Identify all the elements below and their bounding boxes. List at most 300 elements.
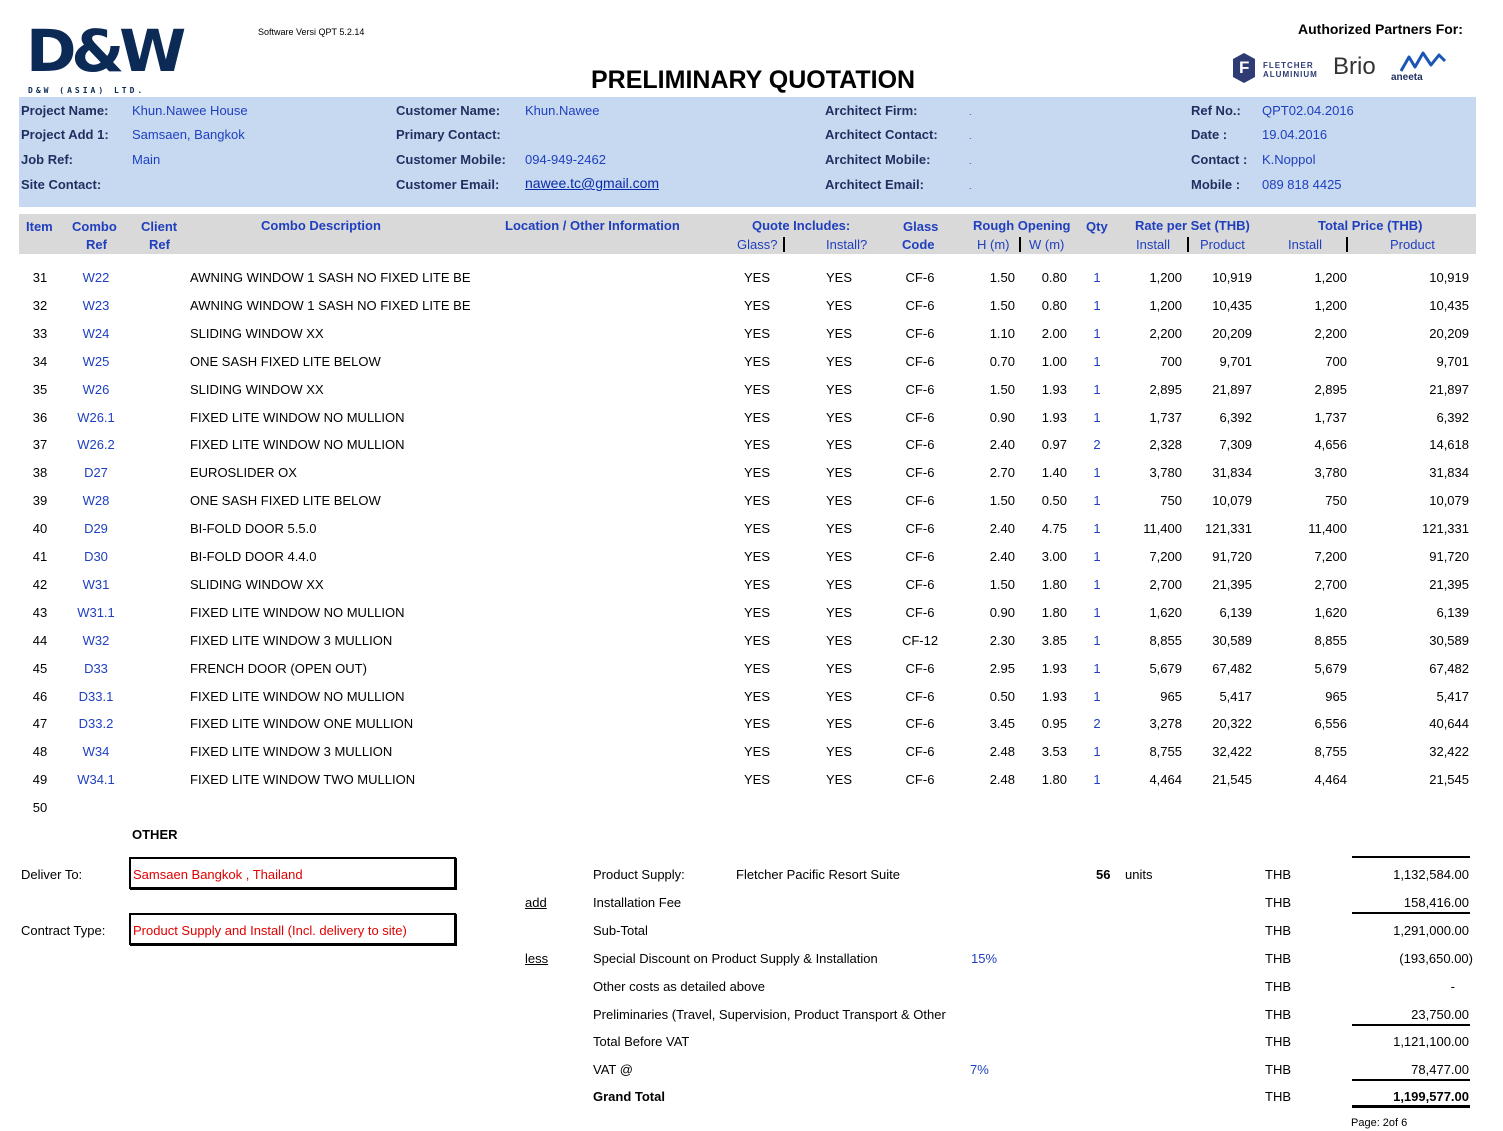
site-contact-label: Site Contact: — [21, 177, 102, 192]
row-description: BI-FOLD DOOR 4.4.0 — [190, 549, 317, 564]
row-height: 0.90 — [989, 409, 1015, 425]
row-description: EUROSLIDER OX — [190, 465, 297, 481]
row-glass: YES — [743, 325, 770, 341]
aneeta-logo-text: aneeta — [1391, 72, 1423, 83]
row-glass: YES — [743, 493, 770, 509]
currency: THB — [1265, 1089, 1291, 1104]
table-row — [0, 689, 1503, 717]
company-logo-mark: D&W — [26, 17, 182, 85]
row-total-product: 20,209 — [1429, 325, 1469, 341]
row-total-product: 10,919 — [1429, 270, 1469, 285]
row-glass-code: CF-6 — [905, 660, 935, 676]
row-qty: 1 — [1093, 604, 1101, 620]
row-glass-code: CF-6 — [905, 493, 935, 509]
row-height: 2.48 — [989, 744, 1015, 760]
row-item: 49 — [32, 772, 48, 788]
currency: THB — [1265, 951, 1291, 966]
row-install: YES — [825, 297, 852, 313]
row-width: 1.80 — [1041, 772, 1067, 788]
row-rate-install: 1,200 — [1149, 297, 1182, 313]
row-item: 39 — [32, 493, 48, 509]
customer-name-label: Customer Name: — [396, 103, 501, 118]
row-glass-code: CF-6 — [905, 549, 935, 564]
currency: THB — [1265, 895, 1291, 910]
fletcher-logo-text: FLETCHER ALUMINIUM — [1263, 61, 1318, 79]
col-install-q: Install? — [826, 237, 868, 252]
row-rate-install: 750 — [1160, 493, 1182, 509]
product-supply-label: Product Supply: — [593, 867, 685, 882]
row-height: 2.40 — [989, 437, 1015, 453]
row-rate-product: 31,834 — [1212, 465, 1252, 481]
contract-type-label: Contract Type: — [21, 923, 106, 938]
row-rate-product: 32,422 — [1212, 744, 1252, 760]
row-glass-code: CF-6 — [905, 297, 935, 313]
row-description: AWNING WINDOW 1 SASH NO FIXED LITE BE — [190, 270, 471, 285]
job-ref-label: Job Ref: — [21, 152, 73, 167]
architect-contact-label: Architect Contact: — [825, 127, 938, 142]
row-width: 1.93 — [1041, 660, 1067, 676]
col-qty: Qty — [1086, 219, 1108, 234]
row-combo-ref: W23 — [82, 297, 110, 313]
row-rate-install: 965 — [1160, 688, 1182, 704]
row-rate-install: 4,464 — [1149, 772, 1182, 788]
row-total-install: 8,855 — [1314, 632, 1347, 648]
row-install: YES — [825, 716, 852, 732]
row-total-product: 5,417 — [1436, 688, 1469, 704]
row-rate-install: 2,328 — [1149, 437, 1182, 453]
row-total-install: 3,780 — [1314, 465, 1347, 481]
summary-rule — [1352, 856, 1470, 858]
customer-mobile-value: 094-949-2462 — [525, 152, 606, 167]
row-combo-ref: W34 — [82, 744, 110, 760]
row-height: 0.90 — [989, 604, 1015, 620]
col-rough-opening: Rough Opening — [973, 218, 1071, 233]
row-item: 34 — [32, 353, 48, 369]
document-title: PRELIMINARY QUOTATION — [591, 66, 916, 94]
row-total-product: 14,618 — [1429, 437, 1469, 453]
discount-amount: (193,650.00) — [1399, 951, 1473, 966]
row-install: YES — [825, 549, 852, 564]
table-row — [0, 772, 1503, 800]
contract-type-field[interactable] — [129, 913, 456, 945]
row-item: 48 — [32, 744, 48, 760]
contract-type-value: Product Supply and Install (Incl. delivery to site) — [133, 923, 407, 938]
row-combo-ref: W31.1 — [77, 604, 115, 620]
row-width: 3.00 — [1041, 549, 1067, 564]
row-width: 1.00 — [1041, 353, 1067, 369]
row-height: 2.48 — [989, 772, 1015, 788]
row-description: BI-FOLD DOOR 5.5.0 — [190, 521, 317, 537]
table-row — [0, 633, 1503, 661]
deliver-to-field[interactable] — [129, 857, 456, 889]
currency: THB — [1265, 1062, 1291, 1077]
product-supply-amount: 1,132,584.00 — [1393, 867, 1469, 882]
col-description: Combo Description — [261, 218, 381, 233]
row-glass: YES — [743, 270, 770, 285]
row-height: 1.50 — [989, 576, 1015, 592]
row-item: 31 — [32, 270, 48, 285]
row-qty: 1 — [1093, 465, 1101, 481]
row-install: YES — [825, 381, 852, 397]
row-combo-ref: D33.1 — [78, 688, 114, 704]
row-total-install: 5,679 — [1314, 660, 1347, 676]
before-vat-amount: 1,121,100.00 — [1393, 1034, 1469, 1049]
row-install: YES — [825, 604, 852, 620]
row-rate-install: 1,737 — [1149, 409, 1182, 425]
project-name-label: Project Name: — [21, 103, 109, 118]
row-height: 1.50 — [989, 381, 1015, 397]
row-glass: YES — [743, 632, 770, 648]
row-rate-product: 20,322 — [1212, 716, 1252, 732]
row-height: 1.50 — [989, 270, 1015, 285]
row-glass-code: CF-6 — [905, 772, 935, 788]
row-description: ONE SASH FIXED LITE BELOW — [190, 493, 381, 509]
row-rate-product: 6,139 — [1219, 604, 1252, 620]
row-qty: 1 — [1093, 632, 1101, 648]
row-rate-product: 67,482 — [1212, 660, 1252, 676]
row-total-product: 67,482 — [1429, 660, 1469, 676]
row-item: 42 — [32, 576, 48, 592]
software-version: Software Versi QPT 5.2.14 — [258, 27, 365, 37]
row-width: 0.80 — [1041, 270, 1067, 285]
row-width: 3.53 — [1041, 744, 1067, 760]
row-glass-code: CF-6 — [905, 576, 935, 592]
architect-contact-value: . — [969, 131, 972, 141]
row-rate-product: 30,589 — [1212, 632, 1252, 648]
summary-rule — [1352, 912, 1470, 914]
row-glass: YES — [743, 604, 770, 620]
row-qty: 1 — [1093, 270, 1101, 285]
row-rate-product: 121,331 — [1205, 521, 1252, 537]
row-qty: 1 — [1093, 576, 1101, 592]
row-description: SLIDING WINDOW XX — [190, 576, 324, 592]
row-combo-ref: W22 — [82, 270, 110, 285]
row-total-product: 21,545 — [1429, 772, 1469, 788]
table-row — [0, 437, 1503, 465]
row-combo-ref: D33.2 — [78, 716, 114, 732]
currency: THB — [1265, 1007, 1291, 1022]
row-total-install: 8,755 — [1314, 744, 1347, 760]
other-costs-amount: - — [1450, 979, 1455, 994]
row-height: 2.40 — [989, 521, 1015, 537]
row-item: 50 — [32, 800, 48, 816]
fletcher-logo-icon — [1233, 53, 1255, 83]
discount-percent: 15% — [971, 951, 998, 966]
row-install: YES — [825, 353, 852, 369]
row-description: FIXED LITE WINDOW NO MULLION — [190, 688, 405, 704]
col-total-product: Product — [1390, 237, 1435, 252]
row-qty: 1 — [1093, 688, 1101, 704]
row-glass-code: CF-6 — [905, 604, 935, 620]
architect-email-value: . — [969, 181, 972, 191]
row-glass: YES — [743, 353, 770, 369]
row-rate-product: 21,395 — [1212, 576, 1252, 592]
row-rate-product: 91,720 — [1212, 549, 1252, 564]
row-total-install: 4,656 — [1314, 437, 1347, 453]
row-glass-code: CF-6 — [905, 325, 935, 341]
row-width: 2.00 — [1041, 325, 1067, 341]
row-total-product: 10,079 — [1429, 493, 1469, 509]
vat-percent: 7% — [970, 1062, 989, 1077]
row-rate-install: 2,200 — [1149, 325, 1182, 341]
row-total-install: 11,400 — [1308, 521, 1347, 537]
row-item: 36 — [32, 409, 48, 425]
currency: THB — [1265, 1034, 1291, 1049]
row-total-install: 7,200 — [1314, 549, 1347, 564]
row-combo-ref: W26.1 — [77, 409, 115, 425]
row-total-install: 965 — [1325, 688, 1347, 704]
row-qty: 1 — [1093, 297, 1101, 313]
col-w: W (m) — [1029, 237, 1065, 252]
row-qty: 1 — [1093, 521, 1101, 537]
row-total-install: 750 — [1325, 493, 1347, 509]
company-logo-subtitle: D&W (ASIA) LTD. — [28, 86, 146, 95]
row-combo-ref: W28 — [82, 493, 110, 509]
table-row — [0, 382, 1503, 410]
header-divider — [783, 237, 785, 252]
row-install: YES — [825, 688, 852, 704]
row-install: YES — [825, 270, 852, 285]
row-glass-code: CF-6 — [905, 688, 935, 704]
row-total-install: 2,200 — [1314, 325, 1347, 341]
row-combo-ref: D30 — [84, 549, 108, 564]
project-add-label: Project Add 1: — [21, 127, 109, 142]
row-item: 38 — [32, 465, 48, 481]
row-description: FIXED LITE WINDOW TWO MULLION — [190, 772, 416, 788]
company-logo — [26, 17, 182, 98]
col-quote-includes: Quote Includes: — [752, 218, 851, 233]
row-rate-product: 10,919 — [1212, 270, 1252, 285]
row-combo-ref: D33 — [84, 660, 108, 676]
currency: THB — [1265, 979, 1291, 994]
row-glass: YES — [743, 660, 770, 676]
table-row — [0, 354, 1503, 382]
row-item: 46 — [32, 688, 48, 704]
row-glass: YES — [743, 521, 770, 537]
row-item: 35 — [32, 381, 48, 397]
row-rate-product: 9,701 — [1219, 353, 1252, 369]
row-qty: 1 — [1093, 549, 1101, 564]
col-combo-ref: Ref — [86, 237, 107, 252]
row-item: 32 — [32, 297, 48, 313]
col-h: H (m) — [977, 237, 1010, 252]
architect-firm-value: . — [969, 107, 972, 117]
row-combo-ref: W26.2 — [77, 437, 115, 453]
architect-mobile-value: . — [969, 156, 972, 166]
row-rate-product: 10,079 — [1212, 493, 1252, 509]
installation-label: Installation Fee — [593, 895, 682, 910]
discount-label: Special Discount on Product Supply & Installation — [593, 951, 878, 966]
row-description: FIXED LITE WINDOW NO MULLION — [190, 409, 405, 425]
row-glass: YES — [743, 744, 770, 760]
architect-mobile-label: Architect Mobile: — [825, 152, 931, 167]
row-rate-install: 3,780 — [1149, 465, 1182, 481]
row-total-install: 4,464 — [1314, 772, 1347, 788]
brio-logo: Brio — [1333, 53, 1376, 80]
customer-email-link[interactable]: nawee.tc@gmail.com — [525, 175, 660, 191]
row-width: 4.75 — [1041, 521, 1067, 537]
row-qty: 1 — [1093, 381, 1101, 397]
row-rate-install: 8,855 — [1149, 632, 1182, 648]
col-total-install: Install — [1288, 237, 1322, 252]
row-width: 1.80 — [1041, 604, 1067, 620]
col-client-ref: Ref — [149, 237, 170, 252]
row-total-product: 121,331 — [1422, 521, 1469, 537]
row-width: 1.80 — [1041, 576, 1067, 592]
job-ref-value: Main — [132, 152, 161, 167]
row-rate-install: 7,200 — [1149, 549, 1182, 564]
table-row — [0, 744, 1503, 772]
row-qty: 1 — [1093, 325, 1101, 341]
col-glass-q: Glass? — [737, 237, 778, 252]
contact-label: Contact : — [1191, 152, 1248, 167]
row-qty: 1 — [1093, 493, 1101, 509]
row-total-install: 1,200 — [1314, 270, 1347, 285]
row-glass-code: CF-6 — [905, 437, 935, 453]
row-glass-code: CF-12 — [901, 632, 939, 648]
row-combo-ref: W24 — [82, 325, 110, 341]
row-glass: YES — [743, 549, 770, 564]
row-qty: 1 — [1093, 353, 1101, 369]
row-height: 0.70 — [989, 353, 1015, 369]
date-label: Date : — [1191, 127, 1228, 142]
row-description: FIXED LITE WINDOW 3 MULLION — [190, 632, 393, 648]
deliver-to-value: Samsaen Bangkok , Thailand — [133, 867, 303, 882]
row-description: FIXED LITE WINDOW NO MULLION — [190, 437, 405, 453]
row-install: YES — [825, 632, 852, 648]
row-rate-product: 5,417 — [1219, 688, 1252, 704]
row-glass-code: CF-6 — [905, 716, 935, 732]
row-combo-ref: D27 — [84, 465, 108, 481]
row-glass: YES — [743, 688, 770, 704]
table-row — [0, 577, 1503, 605]
row-height: 1.10 — [989, 325, 1015, 341]
row-total-product: 6,392 — [1436, 409, 1469, 425]
row-rate-product: 7,309 — [1219, 437, 1252, 453]
row-total-product: 21,395 — [1429, 576, 1469, 592]
col-item: Item — [26, 219, 53, 234]
before-vat-label: Total Before VAT — [593, 1034, 690, 1049]
installation-amount: 158,416.00 — [1403, 895, 1469, 910]
row-install: YES — [825, 437, 852, 453]
row-glass: YES — [743, 297, 770, 313]
other-costs-label: Other costs as detailed above — [593, 979, 765, 994]
col-location: Location / Other Information — [505, 218, 680, 233]
row-description: AWNING WINDOW 1 SASH NO FIXED LITE BE — [190, 297, 471, 313]
row-combo-ref: W34.1 — [77, 772, 115, 788]
header-divider — [1346, 237, 1348, 252]
row-description: FIXED LITE WINDOW ONE MULLION — [190, 716, 414, 732]
customer-email-label: Customer Email: — [396, 177, 500, 192]
row-glass-code: CF-6 — [905, 521, 935, 537]
table-row — [0, 605, 1503, 633]
preliminaries-amount: 23,750.00 — [1411, 1007, 1469, 1022]
header-divider — [1187, 237, 1189, 252]
row-glass-code: CF-6 — [905, 465, 935, 481]
col-glass-code: Code — [902, 237, 935, 252]
grand-total-label: Grand Total — [593, 1089, 665, 1104]
row-total-install: 2,700 — [1314, 576, 1347, 592]
col-total: Total Price (THB) — [1318, 218, 1423, 233]
row-rate-install: 1,620 — [1149, 604, 1182, 620]
row-combo-ref: W26 — [82, 381, 110, 397]
contact-value: K.Noppol — [1262, 152, 1316, 167]
row-total-product: 91,720 — [1429, 549, 1469, 564]
row-glass: YES — [743, 772, 770, 788]
table-row — [0, 661, 1503, 689]
col-glass: Glass — [903, 219, 939, 234]
row-height: 2.40 — [989, 549, 1015, 564]
row-install: YES — [825, 493, 852, 509]
row-height: 1.50 — [989, 493, 1015, 509]
row-height: 2.95 — [989, 660, 1015, 676]
row-width: 0.80 — [1041, 297, 1067, 313]
date-value: 19.04.2016 — [1262, 127, 1328, 142]
page-number: Page: 2of 6 — [1351, 1117, 1408, 1129]
units-count: 56 — [1096, 867, 1111, 882]
mobile-value: 089 818 4425 — [1262, 177, 1342, 192]
row-rate-install: 8,755 — [1149, 744, 1182, 760]
row-total-product: 32,422 — [1429, 744, 1469, 760]
ref-no-value: QPT02.04.2016 — [1262, 103, 1354, 118]
product-name: Fletcher Pacific Resort Suite — [736, 867, 901, 882]
preliminaries-label: Preliminaries (Travel, Supervision, Product Transport & Other — [593, 1007, 946, 1022]
units-label: units — [1125, 867, 1153, 882]
row-width: 3.85 — [1041, 632, 1067, 648]
row-install: YES — [825, 409, 852, 425]
row-rate-install: 11,400 — [1143, 521, 1182, 537]
row-install: YES — [825, 521, 852, 537]
row-qty: 1 — [1093, 409, 1101, 425]
project-name-value: Khun.Nawee House — [132, 103, 248, 118]
row-glass-code: CF-6 — [905, 353, 935, 369]
row-glass: YES — [743, 381, 770, 397]
row-description: ONE SASH FIXED LITE BELOW — [190, 353, 381, 369]
row-install: YES — [825, 465, 852, 481]
row-glass: YES — [743, 437, 770, 453]
subtotal-amount: 1,291,000.00 — [1393, 923, 1469, 938]
row-glass: YES — [743, 409, 770, 425]
row-qty: 1 — [1093, 772, 1101, 788]
row-qty: 2 — [1093, 437, 1101, 453]
grand-total-rule — [1352, 1105, 1470, 1108]
row-rate-install: 2,895 — [1149, 381, 1182, 397]
row-rate-install: 2,700 — [1149, 576, 1182, 592]
less-label: less — [525, 951, 549, 966]
row-combo-ref: W25 — [82, 353, 110, 369]
row-rate-install: 5,679 — [1149, 660, 1182, 676]
col-rate-install: Install — [1136, 237, 1170, 252]
row-glass-code: CF-6 — [905, 744, 935, 760]
row-width: 1.93 — [1041, 381, 1067, 397]
currency: THB — [1265, 923, 1291, 938]
partners-heading: Authorized Partners For: — [1298, 21, 1463, 37]
row-description: FIXED LITE WINDOW 3 MULLION — [190, 744, 393, 760]
row-rate-product: 6,392 — [1219, 409, 1252, 425]
primary-contact-label: Primary Contact: — [396, 127, 501, 142]
row-rate-install: 700 — [1160, 353, 1182, 369]
currency: THB — [1265, 867, 1291, 882]
row-glass-code: CF-6 — [905, 381, 935, 397]
row-width: 1.93 — [1041, 688, 1067, 704]
row-description: SLIDING WINDOW XX — [190, 381, 324, 397]
row-rate-product: 21,545 — [1212, 772, 1252, 788]
row-total-install: 700 — [1325, 353, 1347, 369]
table-row — [0, 270, 1503, 298]
row-total-product: 30,589 — [1429, 632, 1469, 648]
row-width: 1.40 — [1041, 465, 1067, 481]
table-row — [0, 465, 1503, 493]
